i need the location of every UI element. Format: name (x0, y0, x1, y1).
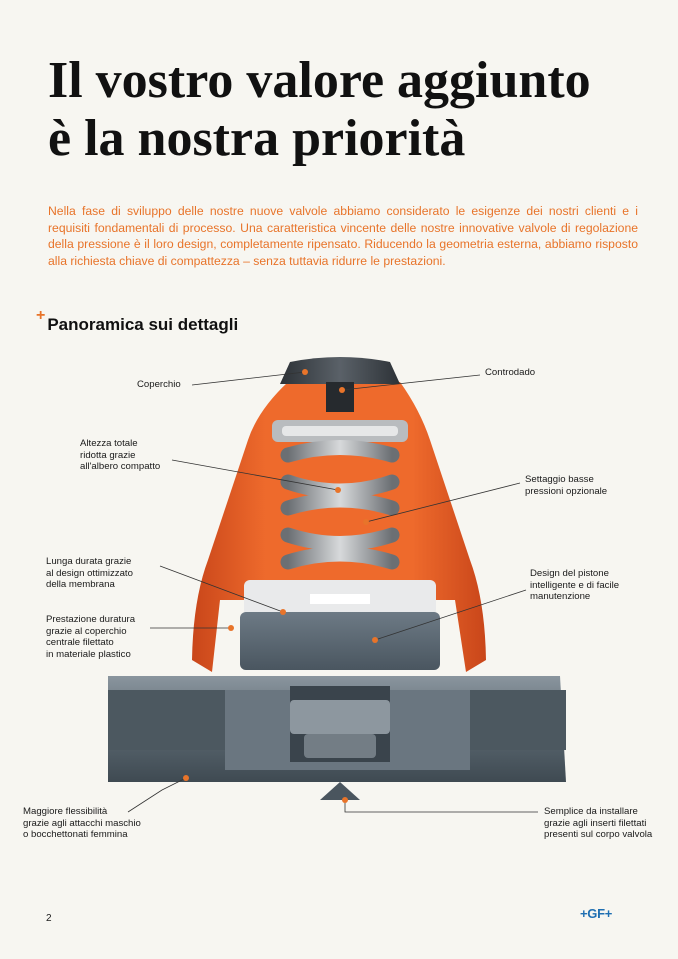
label-maggiore-flessibilita: Maggiore flessibilità grazie agli attacchi maschio o bocchettonati femmina (23, 806, 141, 840)
plus-icon: + (36, 307, 46, 324)
label-altezza-totale: Altezza totale ridotta grazie all'albero compatto (80, 438, 161, 472)
nut-washer (272, 420, 408, 442)
label-prestazione: Prestazione duratura grazie al coperchio centrale filettato in materiale plastico (46, 614, 136, 660)
page-number: 2 (46, 913, 52, 924)
title-line-1: Il vostro valore aggiunto (48, 52, 591, 109)
label-semplice-installare: Semplice da installare grazie agli inserti filettati presenti sul corpo valvola (544, 806, 653, 840)
label-coperchio: Coperchio (137, 379, 181, 390)
label-lunga-durata: Lunga durata grazie al design ottimizzato della membrana (46, 556, 133, 590)
gf-logo: +GF+ (580, 906, 613, 921)
label-controdado: Controdado (485, 367, 536, 378)
title-line-2: è la nostra priorità (48, 110, 466, 167)
section-title: Panoramica sui dettagli (47, 315, 239, 334)
label-settaggio: Settaggio basse pressioni opzionale (525, 474, 608, 497)
intro-paragraph: Nella fase di sviluppo delle nostre nuove valvole abbiamo considerato le esigenze dei nostri clienti e i requisiti fondamentali di processo. Una caratteristica vincente delle nostre innovative valvole di regolazione della pressione è il loro design, completamente ripensato. Riducendo la geometria esterna, abbiamo risposto alla richiesta chiave di compattezza – senza tuttavia ridurre le prestazioni. (48, 204, 638, 268)
label-design-pistone: Design del pistone intelligente e di facile manutenzione (530, 568, 620, 602)
